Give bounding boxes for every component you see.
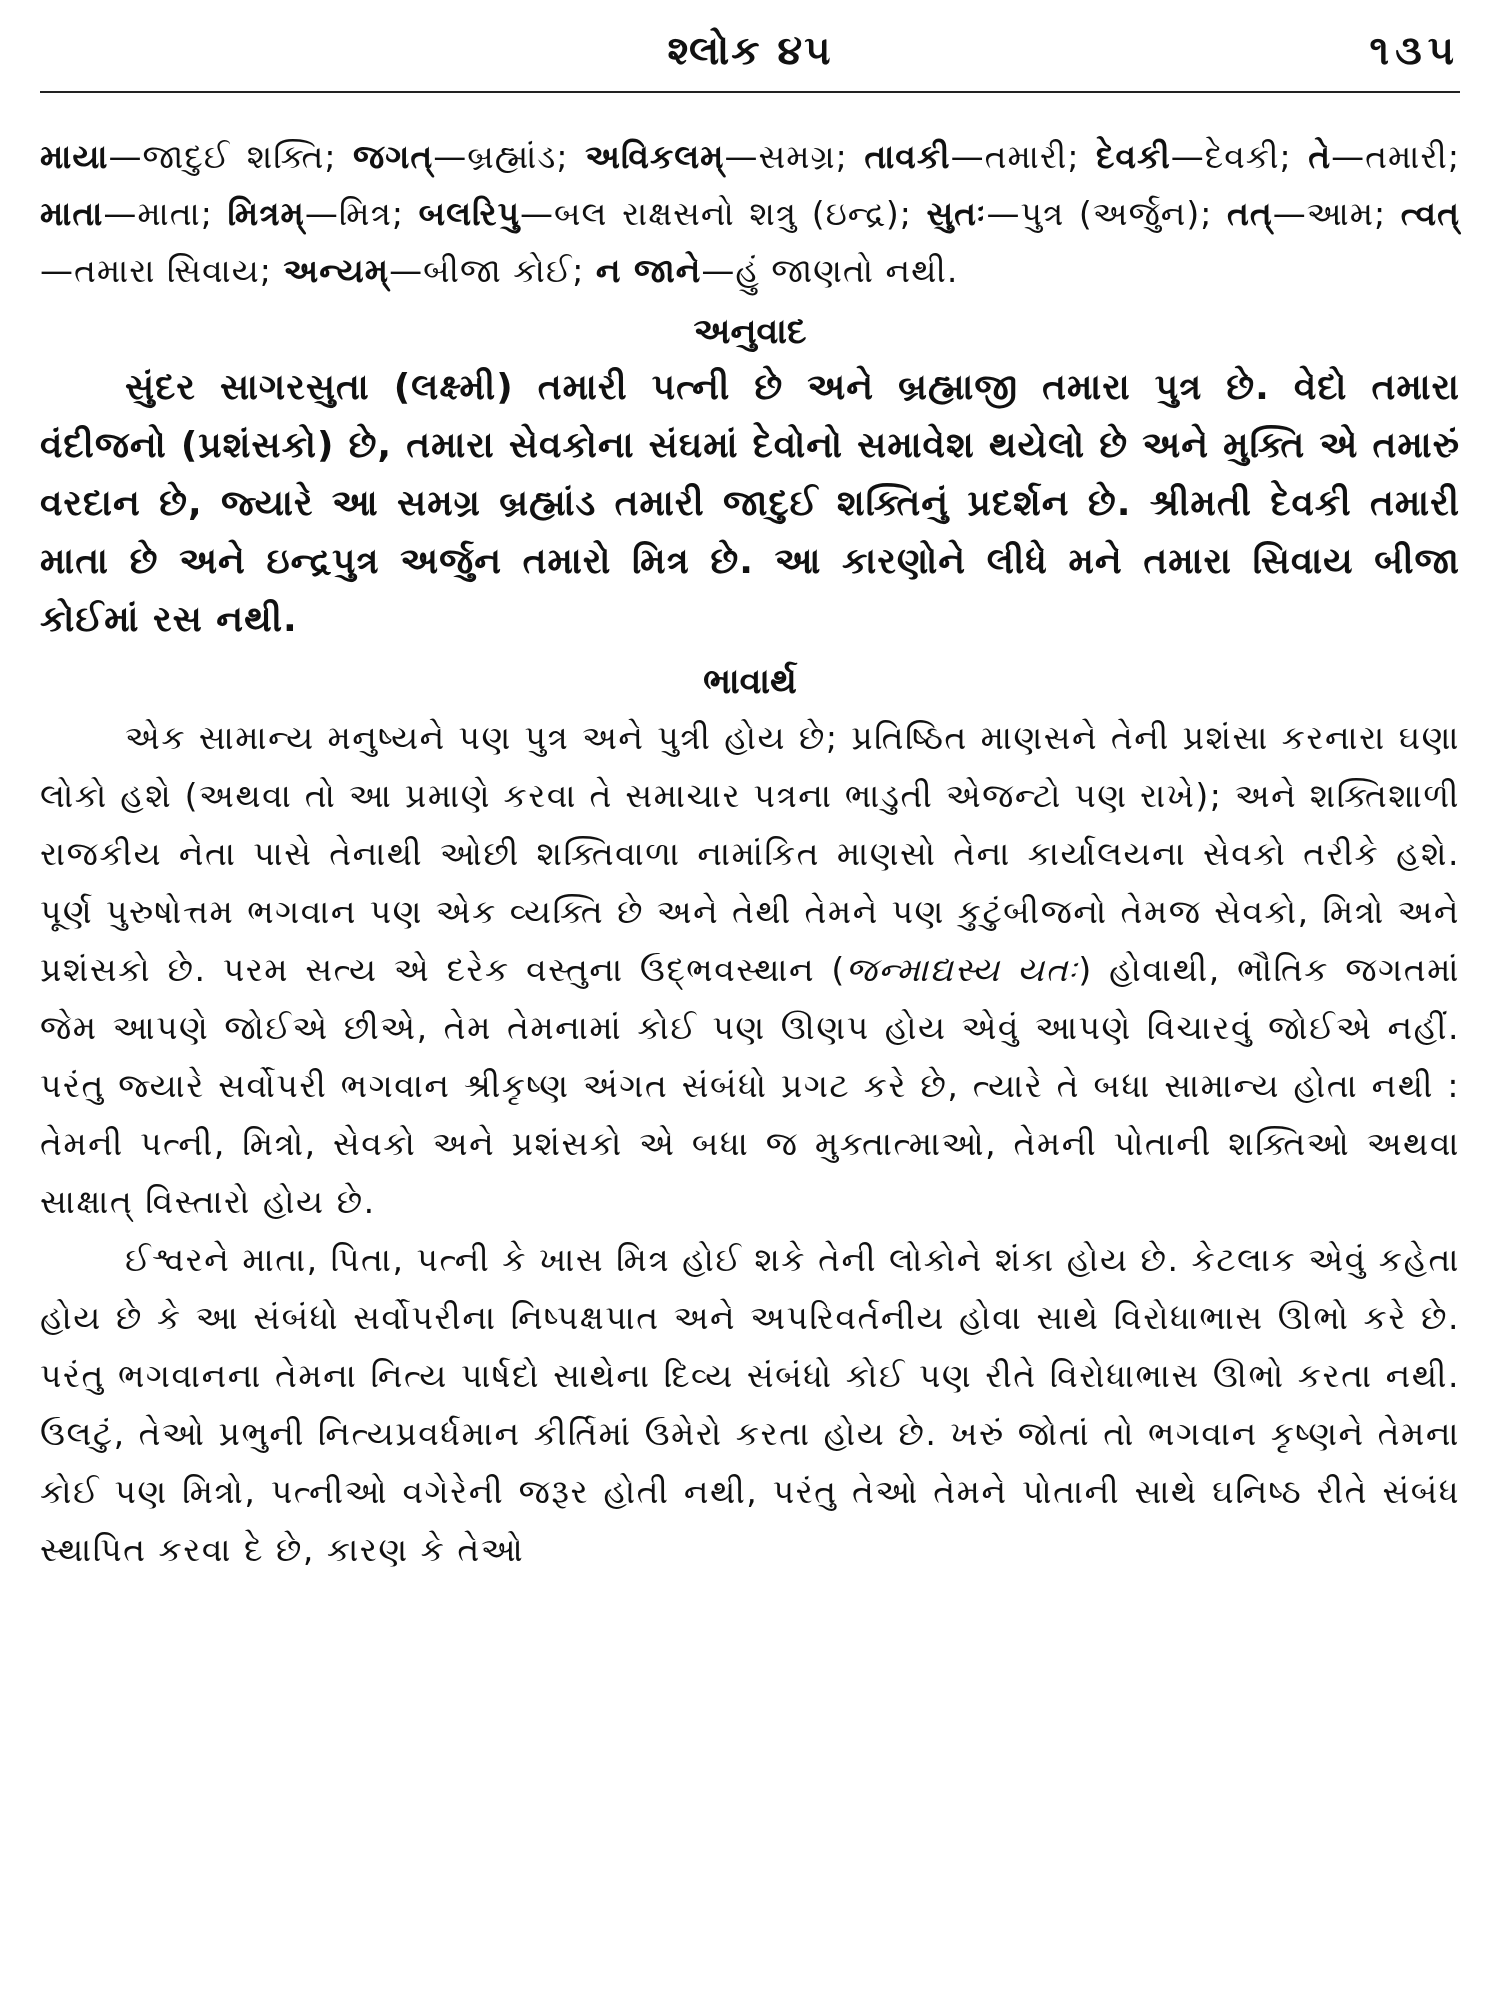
gloss-word: અન્યમ્ — [283, 251, 390, 290]
purport-p1-text-b: ) હોવાથી, ભૌતિક જગતમાં જેમ આપણે જોઈએ છીએ, તેમ તેમનામાં કોઈ પણ ઊણપ હોય એવું આપણે વિચારવું જોઈએ નહીં. પરંતુ જ્યારે સર્વોપરી ભગવાન શ્રીકૃષ્ણ અંગત સંબંધો પ્રગટ કરે છે, ત્યારે તે બધા સામાન્ય હોતા નથી : તેમની પત્ની, મિત્રો, સેવકો અને પ્રશંસકો એ બધા જ મુક્તાત્માઓ, તેમની પોતાની શક્તિઓ અથવા સાક્ષાત્ વિસ્તારો હોય છે. — [40, 950, 1460, 1221]
gloss-meaning: —મિત્ર; — [304, 194, 419, 233]
purport-paragraph-2: ઈશ્વરને માતા, પિતા, પત્ની કે ખાસ મિત્ર હોઈ શકે તેની લોકોને શંકા હોય છે. કેટલાક એવું કહેતા હોય છે કે આ સંબંધો સર્વોપરીના નિષ્પક્ષપાત અને અપરિવર્તનીય હોવા સાથે વિરોધાભાસ ઊભો કરે છે. પરંતુ ભગવાનના તેમના નિત્ય પાર્ષદો સાથેના દિવ્ય સંબંધો કોઈ પણ રીતે વિરોધાભાસ ઊભો કરતા નથી. ઉલટું, તેઓ પ્રભુની નિત્યપ્રવર્ધમાન કીર્તિમાં ઉમેરો કરતા હોય છે. ખરું જોતાં તો ભગવાન કૃષ્ણને તેમના કોઈ પણ મિત્રો, પત્નીઓ વગેરેની જરૂર હોતી નથી, પરંતુ તેઓ તેમને પોતાની સાથે ઘનિષ્ઠ રીતે સંબંધ સ્થાપિત કરવા દે છે, કારણ કે તેઓ — [40, 1240, 1460, 1569]
word-meanings — [40, 128, 1460, 299]
gloss-word: જગત્ — [353, 137, 434, 176]
gloss-word: સુતઃ — [926, 194, 987, 233]
gloss-word: મિત્રમ્ — [227, 194, 305, 233]
gloss-meaning: —જાદુઈ શક્તિ; — [108, 137, 354, 176]
gloss-meaning: —તમારી; — [1331, 137, 1460, 176]
gloss-meaning: —દેવકી; — [1170, 137, 1309, 176]
gloss-word: દેવકી — [1096, 137, 1171, 176]
gloss-word: ન જાને — [595, 251, 702, 290]
page-body — [40, 128, 1460, 1579]
gloss-meaning: —માતા; — [103, 194, 228, 233]
gloss-meaning: —બીજા કોઈ; — [389, 251, 596, 290]
gloss-meaning: —તમારા સિવાય; — [40, 251, 284, 290]
gloss-word: તે — [1308, 137, 1332, 176]
gloss-meaning: —સમગ્ર; — [724, 137, 865, 176]
gloss-word: અવિકલમ્ — [585, 137, 725, 176]
purport-paragraph-1 — [40, 709, 1460, 1231]
header-rule — [40, 91, 1460, 93]
gloss-word: ત્વત્ — [1400, 194, 1460, 233]
translation-heading: અનુવાદ — [693, 312, 807, 352]
purport-heading: ભાવાર્થ — [703, 662, 797, 702]
gloss-meaning: —આમ; — [1272, 194, 1401, 233]
gloss-meaning: —પુત્ર (અર્જુન); — [986, 194, 1227, 233]
page-number: ૧૩૫ — [1369, 28, 1460, 74]
gloss-word: તત્ — [1226, 194, 1273, 233]
gloss-word: માયા — [40, 137, 109, 176]
gloss-word: બલરિપુ — [418, 194, 520, 233]
translation-text: સુંદર સાગરસુતા (લક્ષ્મી) તમારી પત્ની છે અને બ્રહ્માજી તમારા પુત્ર છે. વેદો તમારા વંદીજનો (પ્રશંસકો) છે, તમારા સેવકોના સંઘમાં દેવોનો સમાવેશ થયેલો છે અને મુક્તિ એ તમારું વરદાન છે, જ્યારે આ સમગ્ર બ્રહ્માંડ તમારી જાદુઈ શક્તિનું પ્રદર્શન છે. શ્રીમતી દેવકી તમારી માતા છે અને ઇન્દ્રપુત્ર અર્જુન તમારો મિત્ર છે. આ કારણોને લીધે મને તમારા સિવાય બીજા કોઈમાં રસ નથી. — [40, 367, 1460, 640]
gloss-meaning: —તમારી; — [950, 137, 1097, 176]
gloss-word: તાવકી — [864, 137, 951, 176]
page-header — [40, 18, 1460, 78]
purport-p1-text-a: એક સામાન્ય મનુષ્યને પણ પુત્ર અને પુત્રી હોય છે; પ્રતિષ્ઠિત માણસને તેની પ્રશંસા કરનારા ઘણા લોકો હશે (અથવા તો આ પ્રમાણે કરવા તે સમાચાર પત્રના ભાડુતી એજન્ટો પણ રાખે); અને શક્તિશાળી રાજકીય નેતા પાસે તેનાથી ઓછી શક્તિવાળા નામાંકિત માણસો તેના કાર્યાલયના સેવકો તરીકે હશે. પૂર્ણ પુરુષોત્તમ ભગવાન પણ એક વ્યક્તિ છે અને તેથી તેમને પણ કુટુંબીજનો તેમજ સેવકો, મિત્રો અને પ્રશંસકો છે. પરમ સત્ય એ દરેક વસ્તુના ઉદ્ભવસ્થાન ( — [40, 718, 1460, 989]
gloss-meaning: —બ્રહ્માંડ; — [433, 137, 586, 176]
gloss-meaning: —હું જાણતો નથી. — [701, 251, 959, 290]
gloss-meaning: —બલ રાક્ષસનો શત્રુ (ઇન્દ્ર); — [520, 194, 927, 233]
gloss-word: માતા — [40, 194, 104, 233]
purport-sanskrit-quote: જન્માદ્યસ્ય યતઃ — [845, 950, 1079, 989]
verse-title: શ્લોક ૪૫ — [667, 28, 833, 74]
